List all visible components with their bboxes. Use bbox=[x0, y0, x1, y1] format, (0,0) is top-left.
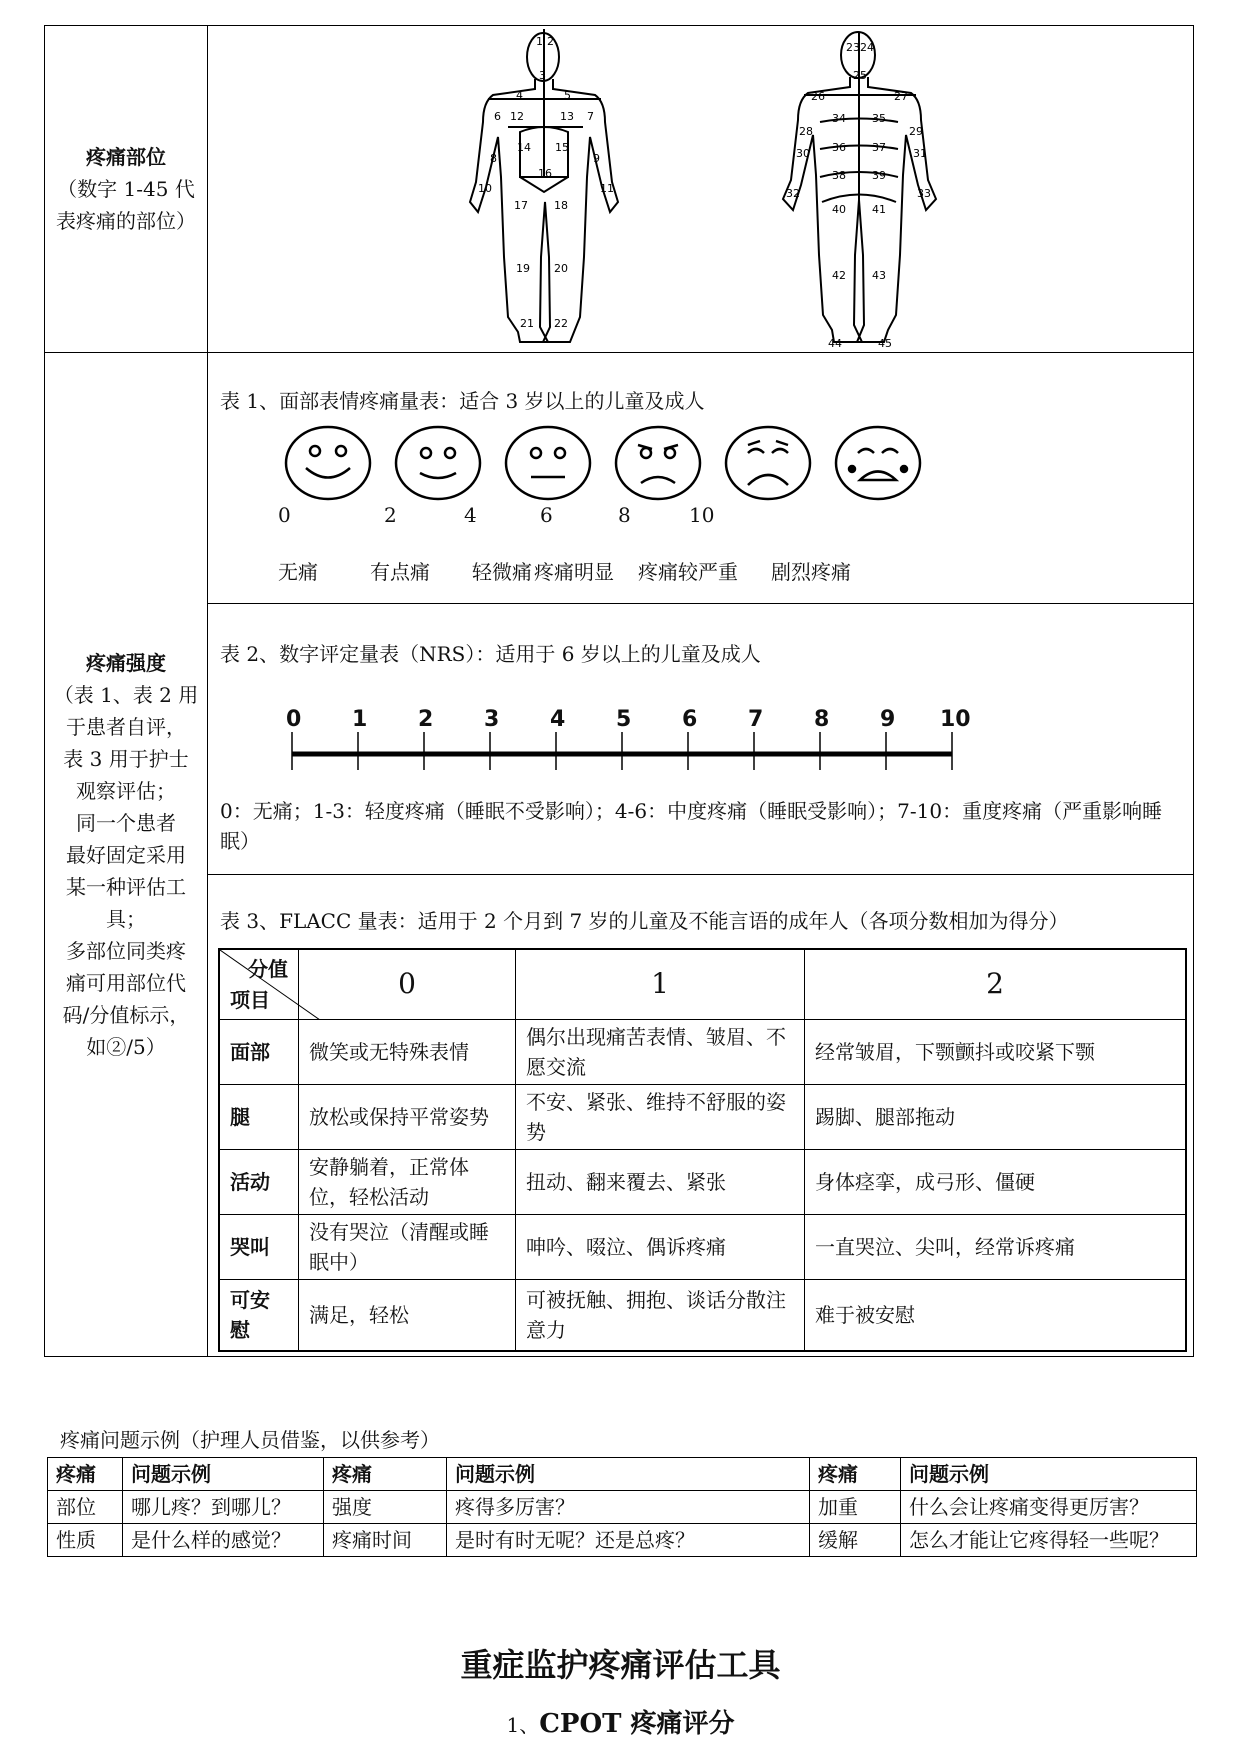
svg-text:43: 43 bbox=[872, 268, 886, 282]
flacc-cell: 没有哭泣（清醒或睡眠中） bbox=[299, 1214, 516, 1279]
intensity-note-line: 某一种评估工 bbox=[66, 874, 186, 899]
table-row bbox=[48, 1458, 1197, 1491]
q-cell: 性质 bbox=[48, 1524, 123, 1557]
svg-text:8: 8 bbox=[490, 151, 497, 165]
q-cell: 怎么才能让它疼得轻一些呢？ bbox=[901, 1524, 1197, 1557]
svg-text:40: 40 bbox=[832, 202, 846, 216]
intensity-note-line: 痛可用部位代 bbox=[66, 970, 186, 995]
table-row bbox=[219, 1279, 1186, 1351]
svg-text:13: 13 bbox=[560, 109, 574, 123]
front-region-numbers bbox=[478, 35, 614, 330]
q-cell: 什么会让疼痛变得更厉害？ bbox=[901, 1491, 1197, 1524]
svg-text:28: 28 bbox=[799, 124, 813, 138]
body-map-cell bbox=[208, 26, 1194, 353]
intensity-label: 疼痛强度 bbox=[86, 650, 166, 675]
flacc-cell: 满足，轻松 bbox=[299, 1279, 516, 1351]
intensity-note-line: 码/分值标示， bbox=[62, 1002, 190, 1027]
svg-text:16: 16 bbox=[538, 166, 552, 180]
questions-table bbox=[47, 1457, 1197, 1557]
table2-caption: 表 2、数字评定量表（NRS）：适用于 6 岁以上的儿童及成人 bbox=[220, 642, 761, 666]
svg-text:6: 6 bbox=[494, 109, 501, 123]
intensity-note-line: 多部位同类疼 bbox=[66, 938, 186, 963]
flacc-cell: 一直哭泣、尖叫，经常诉疼痛 bbox=[805, 1214, 1187, 1279]
q-header: 疼痛 bbox=[810, 1458, 901, 1491]
face-hurts-even-more bbox=[616, 427, 700, 499]
svg-text:5: 5 bbox=[564, 88, 571, 102]
table-row bbox=[219, 1084, 1186, 1149]
nrs-scale-section bbox=[208, 604, 1193, 875]
svg-text:14: 14 bbox=[517, 140, 531, 154]
intensity-note-line: 同一个患者 bbox=[76, 810, 176, 835]
face-word: 剧烈疼痛 bbox=[771, 560, 851, 584]
svg-text:2: 2 bbox=[547, 34, 554, 48]
svg-text:12: 12 bbox=[510, 109, 524, 123]
intensity-note-line: 具； bbox=[106, 906, 146, 931]
table-row bbox=[219, 1149, 1186, 1214]
intensity-label-cell bbox=[45, 353, 208, 1357]
nrs-tick-label: 0 bbox=[286, 707, 302, 732]
section-subtitle bbox=[0, 1703, 1241, 1740]
svg-text:20: 20 bbox=[554, 261, 568, 275]
nrs-tick-label: 2 bbox=[418, 707, 434, 732]
flacc-cell: 放松或保持平常姿势 bbox=[299, 1084, 516, 1149]
q-cell: 加重 bbox=[810, 1491, 901, 1524]
q-cell: 是什么样的感觉？ bbox=[123, 1524, 324, 1557]
flacc-cell: 安静躺着，正常体位，轻松活动 bbox=[299, 1149, 516, 1214]
flacc-section bbox=[208, 875, 1193, 1356]
face-score: 10 bbox=[689, 503, 715, 527]
section-title: 重症监护疼痛评估工具 bbox=[460, 1646, 781, 1684]
nrs-tick-label: 9 bbox=[880, 707, 896, 732]
svg-text:1: 1 bbox=[536, 34, 543, 48]
q-header: 疼痛 bbox=[48, 1458, 123, 1491]
svg-text:15: 15 bbox=[555, 140, 569, 154]
intensity-note-line: 最好固定采用 bbox=[66, 842, 186, 867]
flacc-corner bbox=[219, 949, 299, 1019]
location-label: 疼痛部位 bbox=[86, 145, 166, 169]
svg-text:22: 22 bbox=[554, 316, 568, 330]
flacc-item: 哭叫 bbox=[219, 1214, 299, 1279]
face-hurts-worst bbox=[836, 427, 920, 499]
flacc-item: 可安慰 bbox=[219, 1279, 299, 1351]
score-header-0: 0 bbox=[299, 949, 516, 1019]
q-cell: 缓解 bbox=[810, 1524, 901, 1557]
flacc-cell: 难于被安慰 bbox=[805, 1279, 1187, 1351]
svg-text:33: 33 bbox=[917, 186, 931, 200]
svg-text:41: 41 bbox=[872, 202, 886, 216]
svg-text:24: 24 bbox=[860, 40, 874, 54]
nrs-tick-label: 1 bbox=[352, 707, 368, 732]
svg-text:25: 25 bbox=[853, 68, 867, 82]
svg-text:42: 42 bbox=[832, 268, 846, 282]
flacc-cell: 可被抚触、拥抱、谈话分散注意力 bbox=[516, 1279, 805, 1351]
flacc-item: 活动 bbox=[219, 1149, 299, 1214]
table3-caption: 表 3、FLACC 量表：适用于 2 个月到 7 岁的儿童及不能言语的成年人（各项分数相加为得分） bbox=[220, 909, 1069, 933]
flacc-item: 面部 bbox=[219, 1019, 299, 1084]
corner-item-label: 项目 bbox=[230, 987, 270, 1012]
flacc-cell: 不安、紧张、维持不舒服的姿势 bbox=[516, 1084, 805, 1149]
face-score: 4 bbox=[464, 503, 477, 527]
svg-text:18: 18 bbox=[554, 198, 568, 212]
svg-text:17: 17 bbox=[514, 198, 528, 212]
nrs-ruler bbox=[208, 712, 1193, 772]
corner-score-label: 分值 bbox=[248, 957, 288, 981]
nrs-tick-label: 5 bbox=[616, 707, 632, 732]
q-cell: 哪儿疼？到哪儿？ bbox=[123, 1491, 324, 1524]
svg-text:38: 38 bbox=[832, 168, 846, 182]
location-note: （数字 1-45 代表疼痛的部位） bbox=[56, 177, 196, 233]
svg-text:3: 3 bbox=[539, 68, 546, 82]
q-header: 疼痛 bbox=[324, 1458, 447, 1491]
score-header-2: 2 bbox=[805, 949, 1187, 1019]
flacc-cell: 偶尔出现痛苦表情、皱眉、不愿交流 bbox=[516, 1019, 805, 1084]
face-word: 疼痛明显 bbox=[534, 560, 614, 584]
svg-text:4: 4 bbox=[516, 88, 523, 102]
flacc-cell: 经常皱眉，下颚颤抖或咬紧下颚 bbox=[805, 1019, 1187, 1084]
nrs-tick-label: 8 bbox=[814, 707, 830, 732]
svg-text:39: 39 bbox=[872, 168, 886, 182]
svg-text:35: 35 bbox=[872, 111, 886, 125]
nrs-tick-label: 10 bbox=[940, 707, 971, 732]
intensity-note-line: 表 3 用于护士 bbox=[63, 746, 189, 771]
faces-scale-section bbox=[208, 353, 1193, 604]
intensity-note-line: 于患者自评， bbox=[66, 714, 186, 739]
face-score: 8 bbox=[618, 503, 631, 527]
svg-text:19: 19 bbox=[516, 261, 530, 275]
q-cell: 强度 bbox=[324, 1491, 447, 1524]
flacc-cell: 微笑或无特殊表情 bbox=[299, 1019, 516, 1084]
svg-text:36: 36 bbox=[832, 140, 846, 154]
flacc-cell: 呻吟、啜泣、偶诉疼痛 bbox=[516, 1214, 805, 1279]
q-cell: 疼得多厉害？ bbox=[447, 1491, 810, 1524]
table-row bbox=[219, 1019, 1186, 1084]
svg-text:30: 30 bbox=[796, 146, 810, 160]
location-label-cell bbox=[45, 26, 208, 353]
table-row bbox=[219, 1214, 1186, 1279]
face-word: 无痛 bbox=[278, 560, 318, 584]
q-header: 问题示例 bbox=[447, 1458, 810, 1491]
pain-assessment-table bbox=[44, 25, 1194, 1357]
subtitle-text: CPOT 疼痛评分 bbox=[539, 1709, 735, 1739]
face-hurts-little-more bbox=[506, 427, 590, 499]
face-hurts-little bbox=[396, 427, 480, 499]
q-cell: 部位 bbox=[48, 1491, 123, 1524]
nrs-description: 0：无痛；1-3：轻度疼痛（睡眠不受影响）；4-6：中度疼痛（睡眠受影响）；7-10：重度疼痛（严重影响睡眠） bbox=[220, 799, 1163, 853]
svg-text:31: 31 bbox=[913, 146, 927, 160]
face-word: 轻微痛 bbox=[472, 560, 532, 584]
face-word: 疼痛较严重 bbox=[638, 560, 738, 584]
table1-caption: 表 1、面部表情疼痛量表：适合 3 岁以上的儿童及成人 bbox=[220, 389, 705, 413]
svg-text:7: 7 bbox=[587, 109, 594, 123]
svg-text:26: 26 bbox=[811, 89, 825, 103]
table-row bbox=[48, 1524, 1197, 1557]
flacc-cell: 身体痉挛，成弓形、僵硬 bbox=[805, 1149, 1187, 1214]
svg-text:10: 10 bbox=[478, 181, 492, 195]
svg-text:37: 37 bbox=[872, 140, 886, 154]
svg-text:44: 44 bbox=[828, 336, 842, 350]
subtitle-prefix: 1、 bbox=[506, 1713, 540, 1737]
nrs-tick-label: 7 bbox=[748, 707, 764, 732]
face-word: 有点痛 bbox=[370, 560, 430, 584]
svg-text:32: 32 bbox=[786, 186, 800, 200]
intensity-note-line: 如②/5） bbox=[86, 1034, 166, 1059]
intensity-note-line: （表 1、表 2 用 bbox=[53, 682, 199, 707]
flacc-cell: 扭动、翻来覆去、紧张 bbox=[516, 1149, 805, 1214]
q-cell: 是时有时无呢？还是总疼？ bbox=[447, 1524, 810, 1557]
intensity-scales-cell bbox=[208, 353, 1194, 1357]
intensity-note-line: 观察评估； bbox=[76, 778, 176, 803]
flacc-table bbox=[218, 948, 1187, 1352]
svg-text:21: 21 bbox=[520, 316, 534, 330]
svg-text:9: 9 bbox=[593, 151, 600, 165]
flacc-cell: 踢脚、腿部拖动 bbox=[805, 1084, 1187, 1149]
nrs-tick-label: 4 bbox=[550, 707, 566, 732]
svg-text:34: 34 bbox=[832, 111, 846, 125]
q-header: 问题示例 bbox=[901, 1458, 1197, 1491]
svg-text:11: 11 bbox=[600, 181, 614, 195]
face-score: 0 bbox=[278, 503, 291, 527]
questions-title: 疼痛问题示例（护理人员借鉴，以供参考） bbox=[60, 1428, 440, 1452]
q-cell: 疼痛时间 bbox=[324, 1524, 447, 1557]
svg-text:27: 27 bbox=[894, 89, 908, 103]
face-hurts-whole-lot bbox=[726, 427, 810, 499]
svg-text:23: 23 bbox=[846, 40, 860, 54]
nrs-tick-label: 3 bbox=[484, 707, 500, 732]
faces-row bbox=[208, 425, 1193, 505]
svg-text:29: 29 bbox=[909, 124, 923, 138]
flacc-item: 腿 bbox=[219, 1084, 299, 1149]
face-no-hurt bbox=[286, 427, 370, 499]
q-header: 问题示例 bbox=[123, 1458, 324, 1491]
face-score: 2 bbox=[384, 503, 397, 527]
face-score: 6 bbox=[540, 503, 553, 527]
body-map bbox=[208, 27, 1193, 352]
table-row bbox=[48, 1491, 1197, 1524]
svg-text:45: 45 bbox=[878, 336, 892, 350]
score-header-1: 1 bbox=[516, 949, 805, 1019]
nrs-tick-label: 6 bbox=[682, 707, 698, 732]
